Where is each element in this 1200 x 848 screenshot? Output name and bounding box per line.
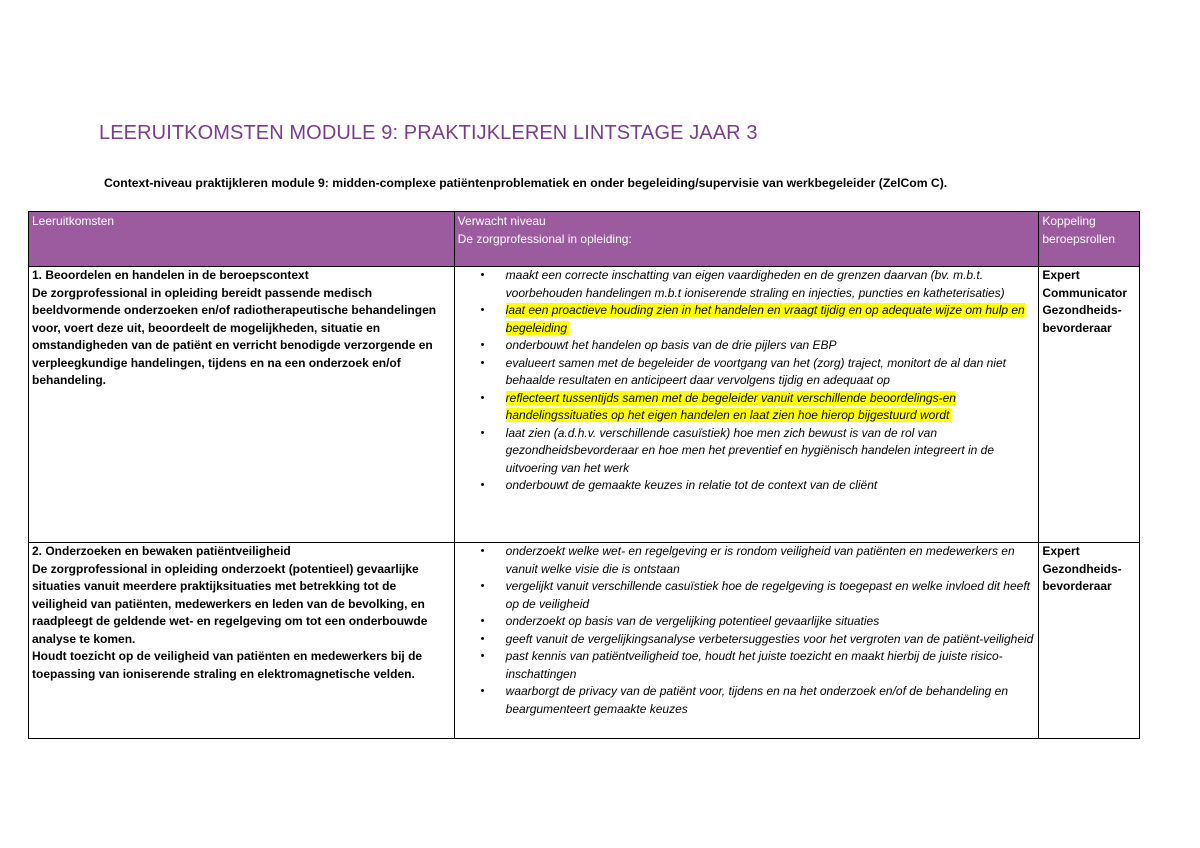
list-item-text: vergelijkt vanuit verschillende casuïstiek hoe de regelgeving is toegepast en welke invloed dit heeft op de veiligheid	[505, 579, 1030, 611]
list-item-text: evalueert samen met de begeleider de voortgang van het (zorg) traject, monitort de al dan niet behaalde resultaten en anticipeert daar vervolgens tijdig en adequaat op	[505, 355, 1006, 387]
outcome-cell	[29, 267, 455, 543]
list-item-text: geeft vanuit de vergelijkingsanalyse verbetersuggesties voor het vergroten van de patiënt-veiligheid	[505, 631, 1034, 646]
list-item-text: onderzoekt welke wet- en regelgeving er is rondom veiligheid van patiënten en medewerkers en vanuit welke visie die is ontstaan	[505, 544, 1015, 576]
list-item	[480, 355, 1036, 390]
role-label: Gezondheids-	[1042, 303, 1122, 317]
outcome-description-extra: Houdt toezicht op de veiligheid van patiënten en medewerkers bij de toepassing van ioniserende straling en elektromagnetische velden.	[32, 649, 423, 681]
outcome-cell	[29, 543, 455, 739]
outcome-heading: 2. Onderzoeken en bewaken patiëntveiligheid	[32, 544, 291, 558]
page-title: LEERUITKOMSTEN MODULE 9: PRAKTIJKLEREN LINTSTAGE JAAR 3	[99, 122, 758, 144]
list-item	[480, 683, 1036, 718]
list-item	[480, 578, 1036, 613]
list-item	[480, 477, 1036, 495]
header-koppeling-label: Koppeling beroepsrollen	[1042, 214, 1116, 246]
bullet-icon: •	[480, 391, 485, 404]
table-row	[29, 543, 1140, 739]
bullet-icon: •	[480, 650, 485, 662]
list-item	[480, 543, 1036, 578]
table-row	[29, 267, 1140, 543]
bullet-icon: •	[480, 580, 485, 592]
list-item-text: waarborgt de privacy van de patiënt voor, tijdens en na het onderzoek en/of de behandeling en beargumenteert gemaakte keuzes	[505, 684, 1009, 716]
role-label: bevorderaar	[1042, 579, 1112, 593]
header-verwacht-niveau-label: Verwacht niveau	[457, 214, 546, 228]
bullet-icon: •	[480, 269, 485, 281]
bullet-icon: •	[480, 426, 485, 439]
outcome-heading: 1. Beoordelen en handelen in de beroepscontext	[32, 268, 309, 282]
role-label: bevorderaar	[1042, 320, 1112, 335]
outcome-description: De zorgprofessional in opleiding bereidt passende medisch beeldvormende onderzoeken en/of radiotherapeutische behandelingen voor, voert deze uit, beoordeelt de mogelijkheden, situatie en omstandigheden van de patiënt en verricht benodigde verzorgende en verpleegkundige handelingen, tijdens en na een onderzoek en/of behandeling.	[32, 285, 437, 387]
list-item-text: maakt een correcte inschatting van eigen vaardigheden en de grenzen daarvan (bv. m.b.t. voorbehouden handelingen m.b.t ioniserende straling en injecties, puncties en katheterisaties)	[505, 268, 1005, 300]
list-item	[480, 302, 1036, 337]
bullet-icon: •	[480, 339, 485, 351]
list-item-text: laat een proactieve houding zien in het handelen en vraagt tijdig en op adequate wijze om hulp en begeleiding	[505, 303, 1025, 335]
expected-level-list	[458, 267, 1036, 495]
roles-cell	[1039, 543, 1140, 739]
list-item-text: onderzoekt op basis van de vergelijking potentieel gevaarlijke situaties	[505, 614, 880, 628]
bullet-icon: •	[480, 545, 485, 557]
bullet-icon: •	[480, 304, 485, 316]
header-leeruitkomsten-label: Leeruitkomsten	[32, 214, 115, 228]
roles-cell	[1039, 267, 1140, 543]
list-item	[480, 613, 1036, 631]
learning-outcomes-table	[28, 211, 1140, 739]
list-item	[480, 337, 1036, 355]
bullet-icon: •	[480, 479, 485, 491]
header-leeruitkomsten	[29, 212, 455, 267]
header-koppeling-beroepsrollen	[1039, 212, 1140, 267]
list-item	[480, 631, 1036, 649]
role-label: Gezondheids-	[1042, 561, 1122, 576]
bullet-icon: •	[480, 356, 485, 369]
context-description: Context-niveau praktijkleren module 9: midden-complexe patiëntenproblematiek en onder begeleiding/supervisie van werkbegeleider (ZelCom C).	[104, 176, 948, 190]
list-item	[480, 648, 1036, 683]
bullet-icon: •	[480, 632, 485, 645]
role-label: Communicator	[1042, 285, 1128, 300]
list-item	[480, 390, 1036, 425]
list-item-text: past kennis van patiëntveiligheid toe, houdt het juiste toezicht en maakt hierbij de juiste risico-inschattingen	[505, 649, 1003, 681]
role-label: Expert	[1042, 544, 1080, 558]
list-item-text: onderbouwt het handelen op basis van de drie pijlers van EBP	[505, 338, 837, 352]
table-header-row	[29, 212, 1140, 267]
header-verwacht-niveau-sublabel: De zorgprofessional in opleiding:	[457, 231, 632, 246]
bullet-icon: •	[480, 615, 485, 627]
outcome-description: De zorgprofessional in opleiding onderzoekt (potentieel) gevaarlijke situaties vanuit meerdere praktijksituaties met betrekking tot de veiligheid van patiënten, medewerkers en leden van de bevolking, en raadpleegt de geldende wet- en regelgeving om tot een onderbouwde analyse te komen.	[32, 561, 428, 646]
role-label: Expert	[1042, 268, 1080, 282]
list-item-text: laat zien (a.d.h.v. verschillende casuïstiek) hoe men zich bewust is van de rol van gezondheidsbevorderaar en hoe men het preventief en hygiënisch handelen integreert in de uitvoering van het werk	[505, 425, 995, 475]
expected-level-cell	[454, 543, 1039, 739]
list-item	[480, 425, 1036, 478]
expected-level-list	[458, 543, 1036, 718]
expected-level-cell	[454, 267, 1039, 543]
bullet-icon: •	[480, 685, 485, 697]
list-item-text: reflecteert tussentijds samen met de begeleider vanuit verschillende beoordelings-en handelingssituaties op het eigen handelen en laat zien hoe hierop bijgestuurd wordt	[505, 390, 956, 422]
list-item	[480, 267, 1036, 302]
header-verwacht-niveau	[454, 212, 1039, 267]
list-item-text: onderbouwt de gemaakte keuzes in relatie tot de context van de cliënt	[505, 478, 878, 492]
